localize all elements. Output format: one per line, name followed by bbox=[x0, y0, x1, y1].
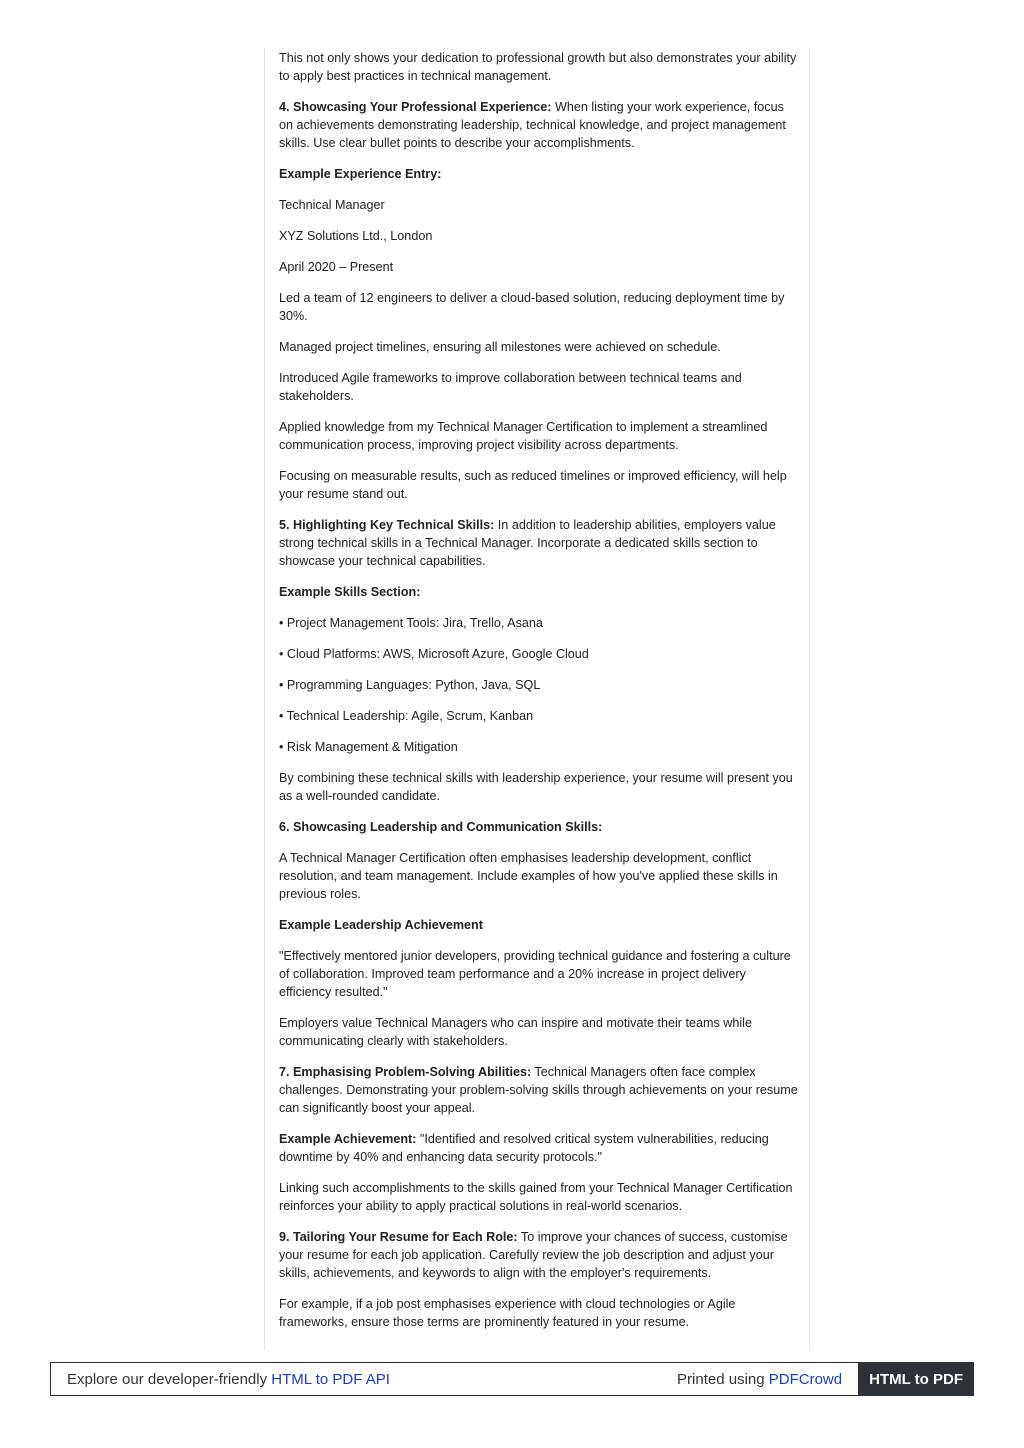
section-body: In addition to leadership abilities, employers value strong technical skills in a Technical Manager. Incorporate a dedicated skills section to showcase your technical capabilities. bbox=[279, 518, 776, 568]
experience-item: Applied knowledge from my Technical Manager Certification to implement a streamlined communication process, improving project visibility across departments. bbox=[279, 420, 768, 452]
explore-text: Explore our developer-friendly bbox=[67, 1370, 272, 1388]
pdfcrowd-link[interactable]: PDFCrowd bbox=[768, 1370, 843, 1388]
html-to-pdf-api-link[interactable]: HTML to PDF API bbox=[271, 1370, 390, 1388]
paragraph: For example, if a job post emphasises experience with cloud technologies or Agile frameworks, ensure those terms are prominently featured in your resume. bbox=[279, 1297, 736, 1329]
footer-right bbox=[677, 1371, 858, 1388]
section-7 bbox=[279, 1063, 799, 1117]
experience-item: Introduced Agile frameworks to improve collaboration between technical teams and stakeholders. bbox=[279, 371, 742, 403]
experience-item: Managed project timelines, ensuring all milestones were achieved on schedule. bbox=[279, 340, 721, 354]
section-body: A Technical Manager Certification often emphasises leadership development, conflict resolution, and team management. Include examples of how you've applied these skills in previous roles. bbox=[279, 851, 778, 901]
skill-item: • Programming Languages: Python, Java, SQL bbox=[279, 678, 541, 692]
skill-item: • Risk Management & Mitigation bbox=[279, 740, 458, 754]
section-body: To improve your chances of success, customise your resume for each job application. Carefully review the job description and adjust your skills, achievements, and keywords to align with the employer's requirements. bbox=[279, 1230, 788, 1280]
printed-using-text: Printed using bbox=[677, 1370, 769, 1388]
job-dates: April 2020 – Present bbox=[279, 260, 394, 274]
experience-item: Led a team of 12 engineers to deliver a cloud-based solution, reducing deployment time by 30%. bbox=[279, 291, 785, 323]
skill-item: • Cloud Platforms: AWS, Microsoft Azure, Google Cloud bbox=[279, 647, 589, 661]
skill-item: • Project Management Tools: Jira, Trello, Asana bbox=[279, 616, 543, 630]
example-body: "Identified and resolved critical system vulnerabilities, reducing downtime by 40% and enhancing data security protocols." bbox=[279, 1132, 769, 1164]
pdfcrowd-footer bbox=[50, 1362, 974, 1396]
leadership-quote: "Effectively mentored junior developers, providing technical guidance and fostering a culture of collaboration. Improved team performance and a 20% increase in project delivery efficiency resulted." bbox=[279, 949, 791, 999]
html-to-pdf-badge[interactable]: HTML to PDF bbox=[858, 1362, 974, 1396]
section-heading: 5. Highlighting Key Technical Skills: bbox=[279, 518, 495, 532]
article-body bbox=[279, 49, 799, 1344]
paragraph: By combining these technical skills with leadership experience, your resume will present you as a well-rounded candidate. bbox=[279, 771, 793, 803]
example-heading: Example Skills Section: bbox=[279, 585, 421, 599]
paragraph: Focusing on measurable results, such as reduced timelines or improved efficiency, will help your resume stand out. bbox=[279, 469, 787, 501]
section-6-heading: 6. Showcasing Leadership and Communication Skills: bbox=[279, 820, 603, 834]
section-4 bbox=[279, 98, 799, 152]
skill-item: • Technical Leadership: Agile, Scrum, Kanban bbox=[279, 709, 534, 723]
section-heading: 9. Tailoring Your Resume for Each Role: bbox=[279, 1230, 518, 1244]
example-heading: Example Experience Entry: bbox=[279, 167, 442, 181]
paragraph: This not only shows your dedication to professional growth but also demonstrates your ability to apply best practices in technical management. bbox=[279, 51, 797, 83]
paragraph: Linking such accomplishments to the skills gained from your Technical Manager Certification reinforces your ability to apply practical solutions in real-world scenarios. bbox=[279, 1181, 793, 1213]
section-9 bbox=[279, 1228, 799, 1282]
section-body: When listing your work experience, focus on achievements demonstrating leadership, technical knowledge, and project management skills. Use clear bullet points to describe your accomplishments. bbox=[279, 100, 786, 150]
company: XYZ Solutions Ltd., London bbox=[279, 229, 433, 243]
footer-left bbox=[51, 1371, 677, 1388]
section-heading: 7. Emphasising Problem-Solving Abilities: bbox=[279, 1065, 532, 1079]
paragraph: Employers value Technical Managers who can inspire and motivate their teams while communicating clearly with stakeholders. bbox=[279, 1016, 752, 1048]
job-title: Technical Manager bbox=[279, 198, 385, 212]
example-heading: Example Leadership Achievement bbox=[279, 918, 483, 932]
example-achievement bbox=[279, 1130, 799, 1166]
section-5 bbox=[279, 516, 799, 570]
section-body: Technical Managers often face complex challenges. Demonstrating your problem-solving skills through achievements on your resume can significantly boost your appeal. bbox=[279, 1065, 798, 1115]
section-heading: 4. Showcasing Your Professional Experience: bbox=[279, 100, 552, 114]
example-label: Example Achievement: bbox=[279, 1132, 417, 1146]
